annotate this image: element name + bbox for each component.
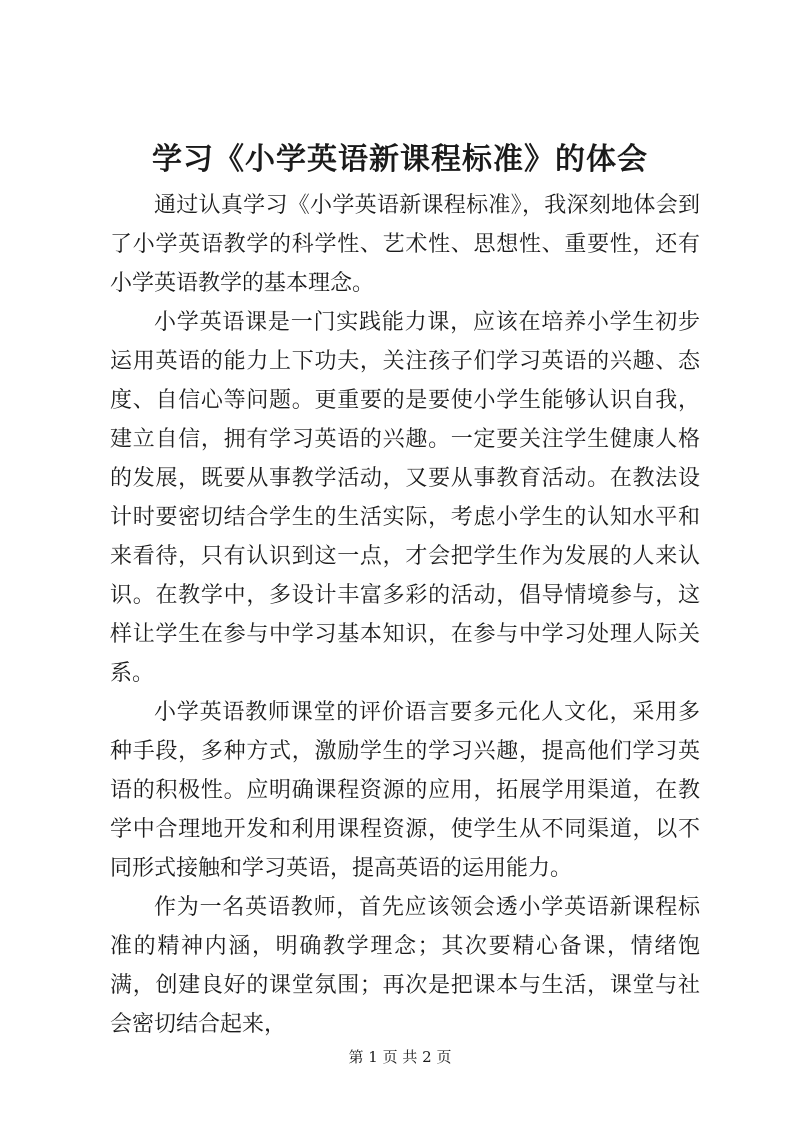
- document-body: [110, 186, 700, 1044]
- page-footer: 第 1 页 共 2 页: [348, 1048, 452, 1066]
- paragraph: 小学英语课是一门实践能力课，应该在培养小学生初步运用英语的能力上下功夫，关注孩子们学习英语的兴趣、态度、自信心等问题。更重要的是要使小学生能够认识自我，建立自信，拥有学习英语的兴趣。一定要关注学生健康人格的发展，既要从事教学活动，又要从事教育活动。在教法设计时要密切结合学生的生活实际，考虑小学生的认知水平和来看待，只有认识到这一点，才会把学生作为发展的人来认识。在教学中，多设计丰富多彩的活动，倡导情境参与，这样让学生在参与中学习基本知识，在参与中学习处理人际关系。: [110, 310, 700, 686]
- page-title: 学习《小学英语新课程标准》的体会: [152, 142, 648, 177]
- paragraph: 通过认真学习《小学英语新课程标准》，我深刻地体会到了小学英语教学的科学性、艺术性、思想性、重要性，还有小学英语教学的基本理念。: [110, 193, 700, 296]
- paragraph: 小学英语教师课堂的评价语言要多元化人文化，采用多种手段，多种方式，激励学生的学习兴趣，提高他们学习英语的积极性。应明确课程资源的应用，拓展学用渠道，在教学中合理地开发和利用课程资源，使学生从不同渠道，以不同形式接触和学习英语，提高英语的运用能力。: [110, 700, 700, 881]
- paragraph: 作为一名英语教师，首先应该领会透小学英语新课程标准的精神内涵，明确教学理念；其次要精心备课，情绪饱满，创建良好的课堂氛围；再次是把课本与生活，课堂与社会密切结合起来，: [110, 895, 700, 1037]
